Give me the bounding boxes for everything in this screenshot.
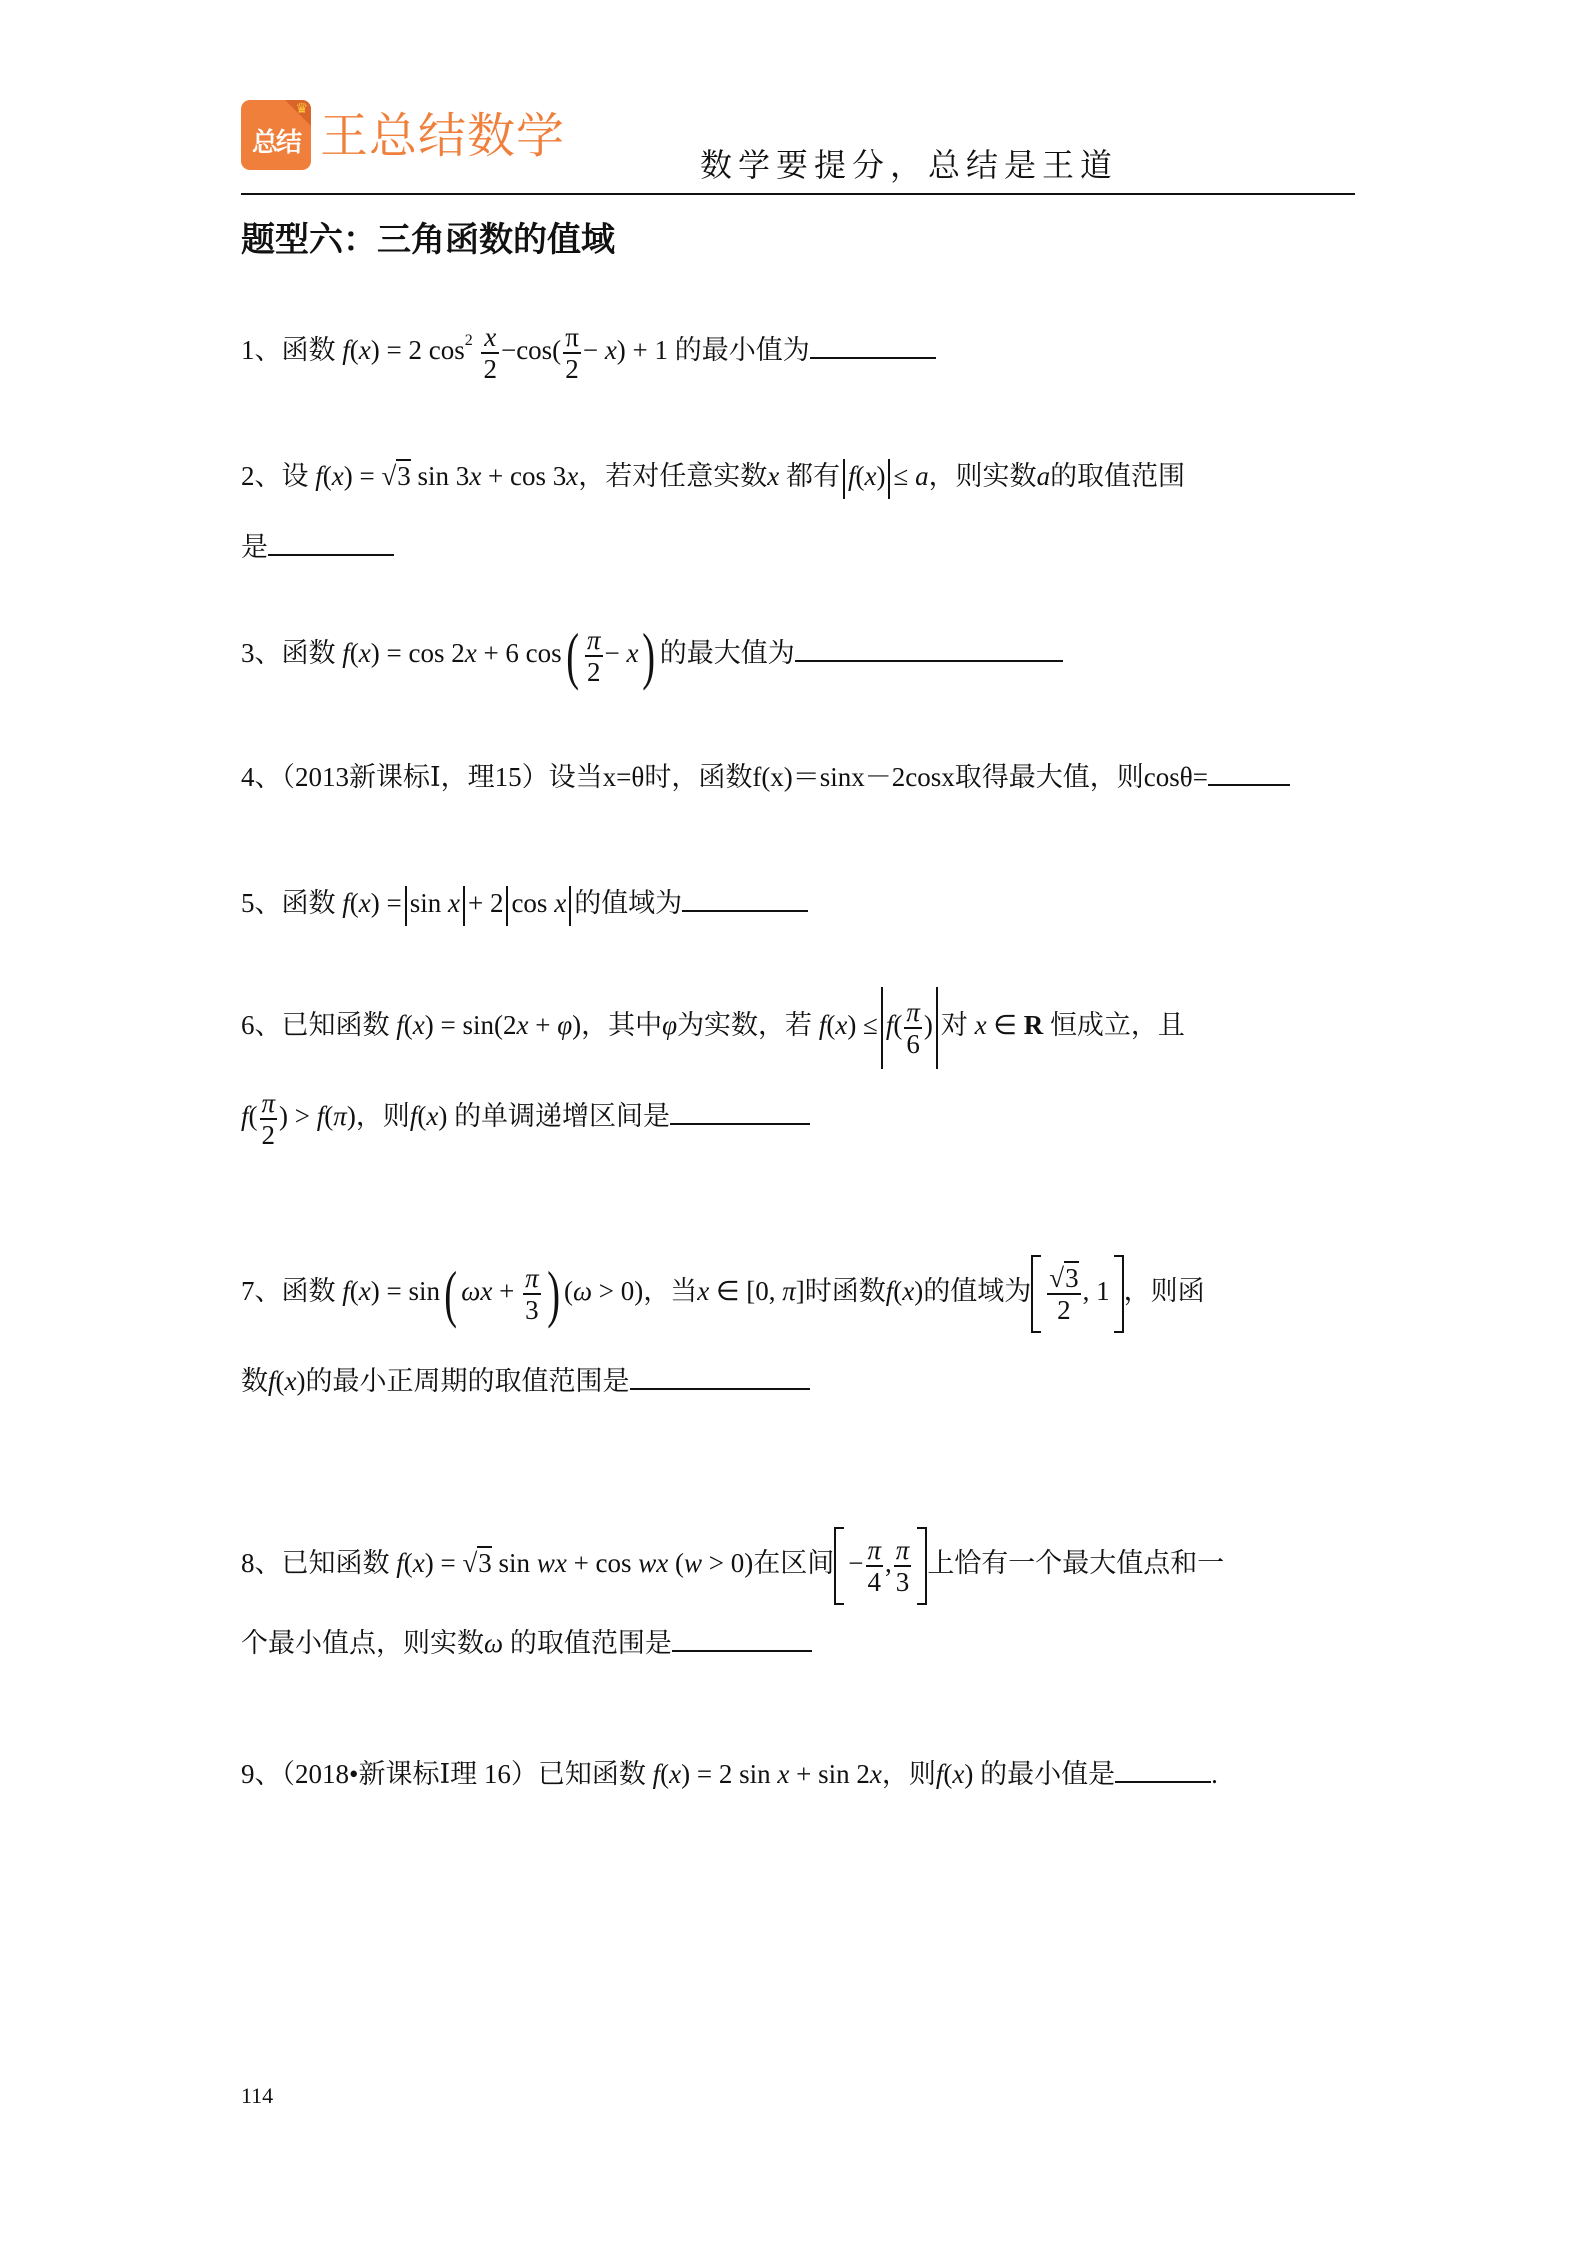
question-lead: （2018•新课标Ⅰ理 16）已知函数: [281, 1759, 646, 1789]
question-2-line-2: [241, 528, 394, 565]
question-text: 数: [241, 1366, 268, 1396]
question-lead: 函数: [281, 335, 336, 366]
question-1: [241, 322, 936, 384]
formula: ≤ a: [893, 461, 929, 491]
question-7: [241, 1255, 1205, 1333]
question-text: 个最小值点，则实数: [241, 1628, 484, 1658]
logo-icon: [241, 100, 311, 170]
formula: x ∈ [0, π]: [697, 1276, 805, 1307]
question-text: 的取值范围是: [509, 1628, 672, 1658]
question-text: 在区间: [753, 1548, 835, 1579]
formula: f(x): [409, 1101, 448, 1132]
variable: φ: [662, 1010, 678, 1041]
question-text: ，则: [355, 1101, 410, 1132]
question-text: ，若对任意实数: [578, 461, 768, 491]
question-text: 的值域为: [923, 1276, 1032, 1307]
question-number: 6、: [241, 1010, 282, 1041]
answer-blank[interactable]: [1115, 1755, 1211, 1783]
formula: f(x) = sin x + 2 cos x: [342, 888, 574, 918]
question-text: 为实数，若: [677, 1010, 813, 1041]
bracket-right: [917, 1527, 927, 1605]
formula: f(x): [935, 1759, 974, 1789]
answer-blank[interactable]: [672, 1624, 812, 1652]
question-text: （2013新课标Ⅰ，理15）设当x=θ时，函数f(x)＝sinx－2cosx取得最大值，则cosθ=: [281, 762, 1208, 792]
question-text: 时函数: [804, 1276, 886, 1307]
formula: f(x) = cos 2x + 6 cos( $\frac{\pi}{2}$ − x): [342, 620, 656, 691]
crown-icon: ♛: [295, 101, 308, 117]
question-6: [241, 987, 1185, 1069]
abs-bar: [888, 459, 890, 499]
question-text: 的取值范围: [1050, 461, 1186, 491]
question-text: ，则函: [1123, 1276, 1205, 1307]
question-text: 的单调递增区间是: [454, 1101, 671, 1132]
question-text: ，则实数: [928, 461, 1037, 491]
question-text: ，其中: [581, 1010, 663, 1041]
formula: f(x) = 2 $\cos^2$ $\frac{x}{2}$ −cos( $\frac{\pi}{2}$ − x) + 1: [342, 322, 675, 384]
answer-blank[interactable]: [810, 331, 936, 359]
formula: $\frac{√3}{2}$ , 1: [1049, 1263, 1110, 1325]
question-text: 的最小正周期的取值范围是: [305, 1366, 630, 1396]
question-number: 3、: [241, 638, 282, 669]
question-text: 对: [940, 1010, 968, 1041]
abs-bar: [881, 987, 883, 1069]
header-divider: [241, 193, 1355, 195]
bracket-left: [1031, 1255, 1041, 1333]
question-text: 是: [241, 532, 268, 562]
question-tail: 的最小值为: [674, 335, 810, 366]
formula: f(x) = sin(2x + φ): [396, 1010, 582, 1041]
question-text: 恒成立，且: [1049, 1010, 1185, 1041]
question-3: [241, 620, 1063, 691]
question-tail: 的最大值为: [659, 638, 795, 669]
formula: f(x): [268, 1366, 306, 1396]
answer-blank[interactable]: [630, 1362, 810, 1390]
variable: ω: [484, 1628, 504, 1658]
question-lead: 函数: [281, 1276, 336, 1307]
question-8-line-2: [241, 1624, 812, 1661]
slogan: 数学要提分，总结是王道: [700, 146, 1119, 184]
formula: f(x): [847, 461, 886, 491]
question-9: [241, 1755, 1218, 1792]
formula: − $\frac{\pi}{4}$ , $\frac{\pi}{3}$: [848, 1535, 910, 1597]
abs-bar: [843, 459, 845, 499]
answer-blank[interactable]: [670, 1097, 810, 1125]
question-text: 的最小值是: [980, 1759, 1116, 1789]
question-8: [241, 1527, 1224, 1605]
question-text: 上恰有一个最大值点和一: [927, 1548, 1225, 1579]
question-lead: 已知函数: [281, 1010, 390, 1041]
answer-blank[interactable]: [1208, 758, 1290, 786]
formula: f(x): [885, 1276, 924, 1307]
question-number: 4、: [241, 762, 282, 792]
bracket-right: [1114, 1255, 1124, 1333]
question-text: 都有: [785, 461, 840, 491]
question-tail: 的值域为: [574, 888, 683, 918]
variable: x: [767, 461, 780, 491]
question-number: 8、: [241, 1548, 282, 1579]
formula: f(x) = √3 sin 3x + cos 3x: [315, 461, 579, 491]
abs-bar: [936, 987, 938, 1069]
formula: f( $\frac{\pi}{6}$ ): [885, 997, 933, 1059]
question-number: 2、: [241, 461, 282, 491]
formula: f(x) = 2 sin x + sin 2x: [652, 1759, 882, 1789]
question-lead: 函数: [281, 638, 336, 669]
formula: f(x) = sin( ωx + $\frac{\pi}{3}$ ) (ω > 0): [342, 1258, 644, 1329]
question-text: ，当: [643, 1276, 698, 1307]
page-number: 114: [241, 2083, 274, 2108]
question-lead: 已知函数: [281, 1548, 390, 1579]
variable: a: [1036, 461, 1051, 491]
question-lead: 设: [281, 461, 309, 491]
question-7-line-2: [241, 1362, 810, 1399]
question-number: 9、: [241, 1759, 282, 1789]
question-number: 5、: [241, 888, 282, 918]
question-5: [241, 884, 808, 926]
question-2: [241, 458, 1185, 499]
question-number: 7、: [241, 1276, 282, 1307]
answer-blank[interactable]: [682, 884, 808, 912]
question-4: [241, 758, 1290, 795]
formula: f(x) = √3 sin wx + cos wx (w > 0): [396, 1548, 754, 1579]
brand-name: 王总结数学: [320, 108, 566, 164]
answer-blank[interactable]: [795, 634, 1063, 662]
question-text: ，则: [881, 1759, 936, 1789]
formula: f( $\frac{\pi}{2}$ ) > f(π): [241, 1088, 356, 1150]
question-6-line-2: [241, 1088, 810, 1150]
answer-blank[interactable]: [268, 528, 394, 556]
formula: f(x) ≤: [818, 1010, 878, 1041]
question-number: 1、: [241, 335, 282, 366]
question-text: .: [1211, 1759, 1218, 1789]
question-lead: 函数: [281, 888, 336, 918]
bracket-left: [834, 1527, 844, 1605]
section-title: 题型六：三角函数的值域: [241, 220, 615, 260]
formula: x ∈ R: [974, 1010, 1044, 1041]
logo-text: 总结: [251, 128, 300, 158]
